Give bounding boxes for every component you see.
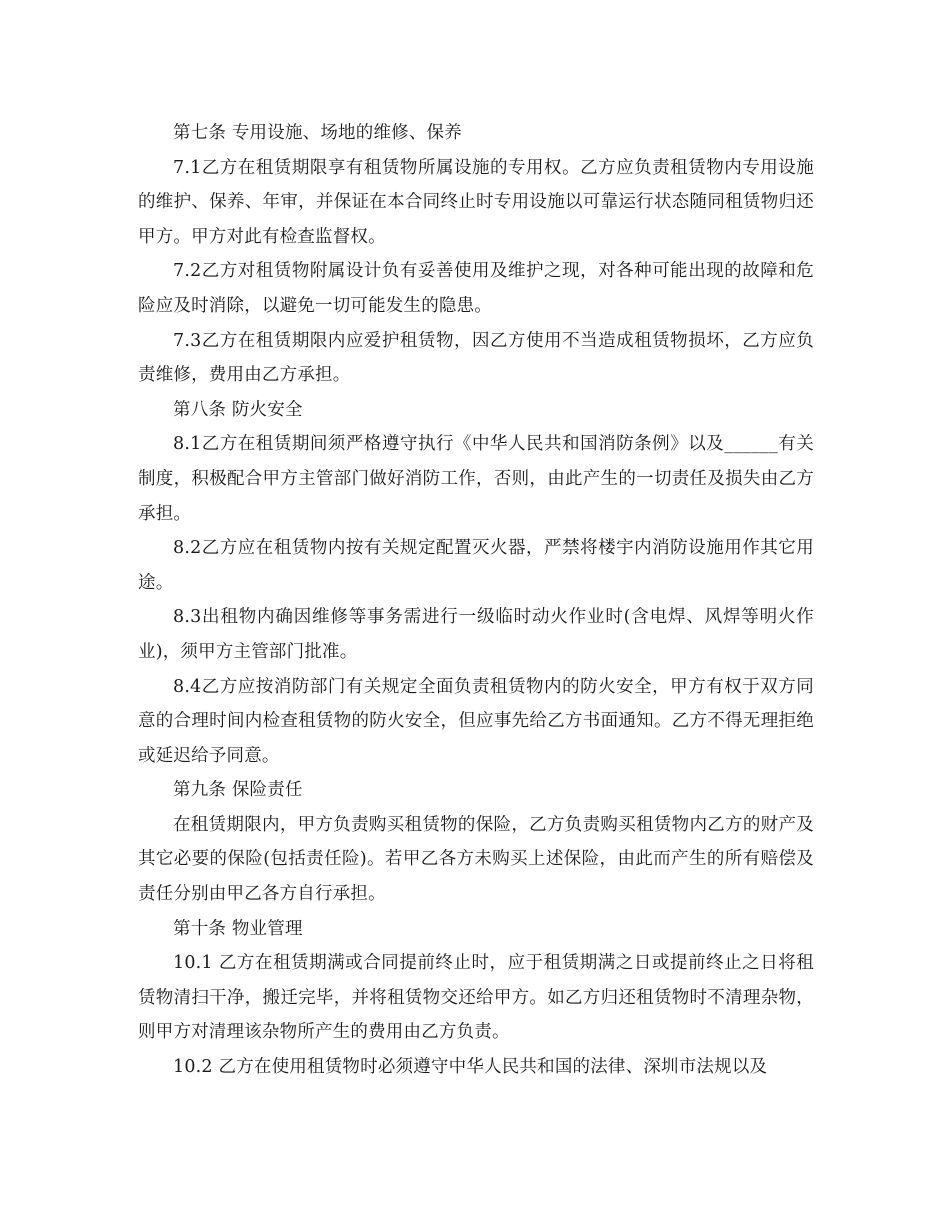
article-7-heading: 第七条 专用设施、场地的维修、保养 [173,123,462,143]
clause-8-1: 8.1乙方在租赁期间须严格遵守执行《中华人民共和国消防条例》以及______有关制度，积极配合甲方主管部门做好消防工作，否则，由此产生的一切责任及损失由乙方承担。 [138,434,814,524]
article-10-heading: 第十条 物业管理 [173,918,303,939]
clause-8-4: 8.4乙方应按消防部门有关规定全面负责租赁物内的防火安全，甲方有权于双方同意的合理时间内检查租赁物的防火安全，但应事先给乙方书面通知。乙方不得无理拒绝或延迟给予同意。 [138,676,814,766]
clause-10-1: 10.1 乙方在租赁期满或合同提前终止时，应于租赁期满之日或提前终止之日将租赁物清扫干净，搬迁完毕，并将租赁物交还给甲方。如乙方归还租赁物时不清理杂物，则甲方对清理该杂物所产生的费用由乙方负责。 [138,953,814,1043]
clause-7-3: 7.3乙方在租赁期限内应爱护租赁物，因乙方使用不当造成租赁物损坏，乙方应负责维修，费用由乙方承担。 [138,330,814,386]
clause-8-3: 8.3出租物内确因维修等事务需进行一级临时动火作业时(含电焊、风焊等明火作业)，须甲方主管部门批准。 [138,607,814,662]
clause-8-2: 8.2乙方应在租赁物内按有关规定配置灭火器，严禁将楼宇内消防设施用作其它用途。 [138,538,814,593]
clause-9-body: 在租赁期限内，甲方负责购买租赁物的保险，乙方负责购买租赁物内乙方的财产及其它必要的保险(包括责任险)。若甲乙各方未购买上述保险，由此而产生的所有赔偿及责任分别由甲乙各方自行承担。 [138,814,814,905]
clause-7-2: 7.2乙方对租赁物附属设计负有妥善使用及维护之现，对各种可能出现的故障和危险应及时消除，以避免一切可能发生的隐患。 [138,261,814,316]
document-body [138,116,814,1085]
clause-10-2: 10.2 乙方在使用租赁物时必须遵守中华人民共和国的法律、深圳市法规以及 [173,1057,768,1078]
clause-7-1: 7.1乙方在租赁期限享有租赁物所属设施的专用权。乙方应负责租赁物内专用设施的维护、保养、年审，并保证在本合同终止时专用设施以可靠运行状态随同租赁物归还甲方。甲方对此有检查监督权。 [138,157,814,247]
article-8-heading: 第八条 防火安全 [173,399,303,420]
article-9-heading: 第九条 保险责任 [173,780,303,801]
